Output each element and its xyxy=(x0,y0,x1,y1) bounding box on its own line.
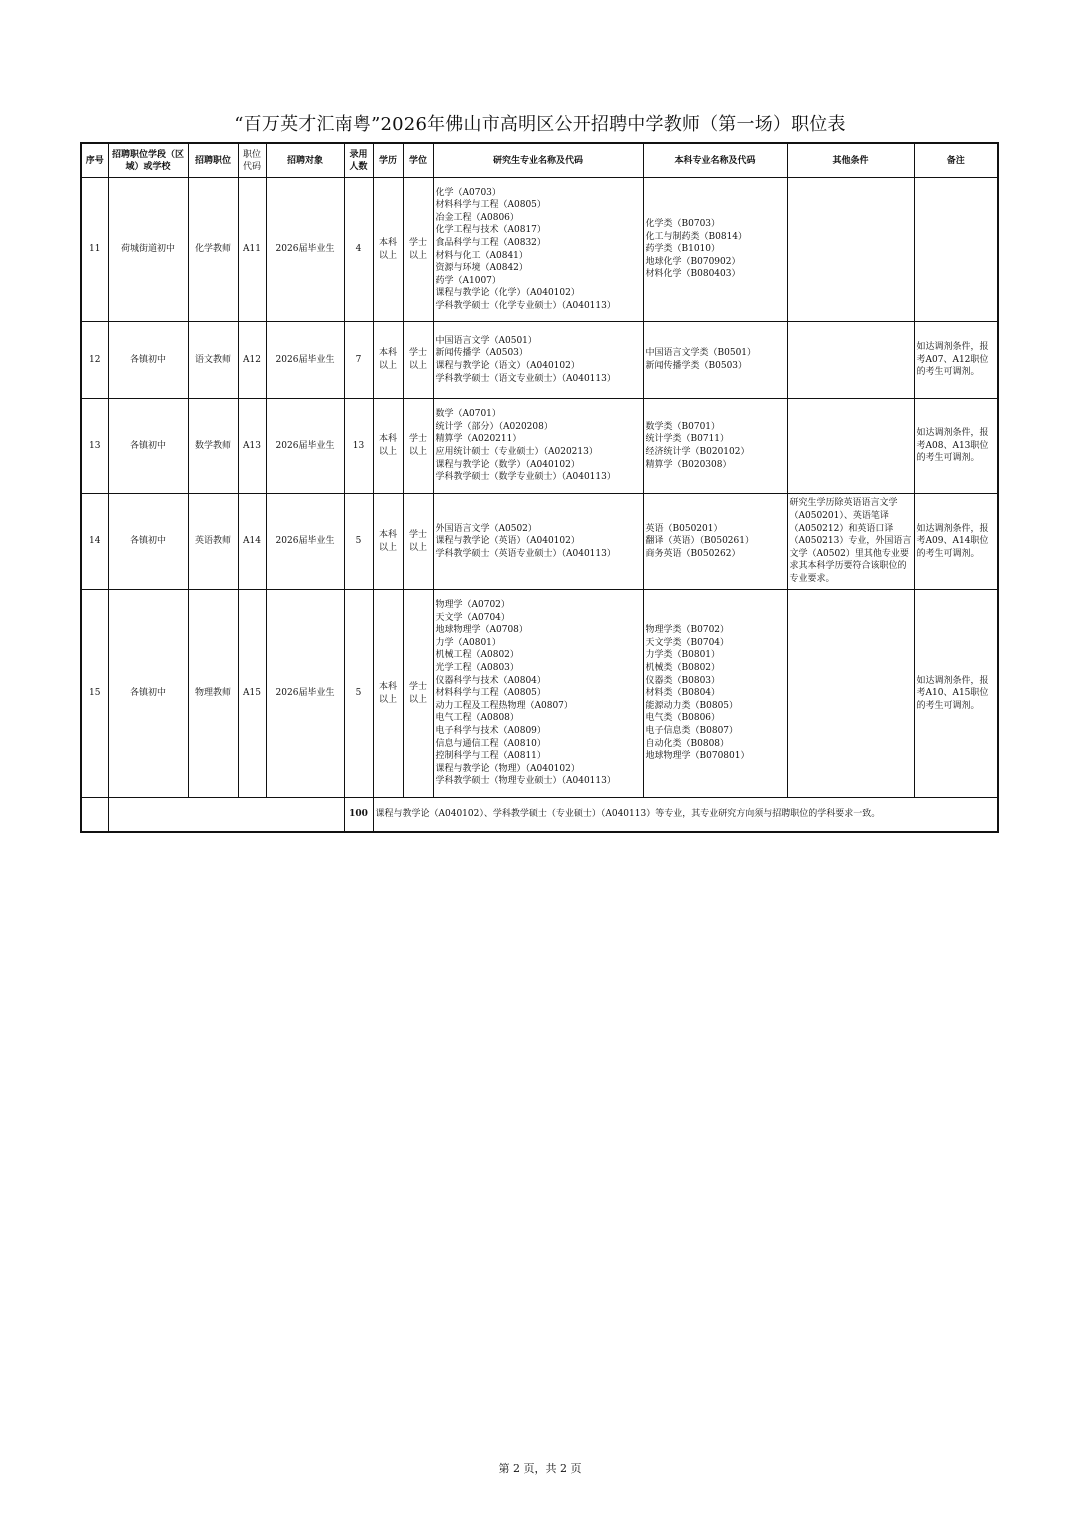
code-cell: A15 xyxy=(238,590,266,798)
major-item: 力学类（B0801） xyxy=(645,650,721,661)
major-item: 天文学类（B0704） xyxy=(645,637,730,648)
ug-majors-cell xyxy=(643,178,787,322)
code-cell: A13 xyxy=(238,399,266,494)
header-target: 招聘对象 xyxy=(266,143,344,178)
major-item: 仪器科学与技术（A0804） xyxy=(435,675,546,686)
ug-majors-cell xyxy=(643,399,787,494)
header-education: 学历 xyxy=(373,143,403,178)
header-unit: 招聘职位学段（区域）或学校 xyxy=(108,143,188,178)
remarks-cell: 如达调剂条件，报考A07、A12职位的考生可调剂。 xyxy=(914,322,998,399)
table-header-row xyxy=(81,143,998,178)
remarks-cell xyxy=(914,178,998,322)
positions-table xyxy=(80,142,999,833)
ug-majors-cell xyxy=(643,494,787,590)
major-item: 课程与教学论（数学）（A040102） xyxy=(435,459,580,470)
major-item: 学科教学硕士（化学专业硕士）（A040113） xyxy=(435,300,616,311)
major-item: 食品科学与工程（A0832） xyxy=(435,237,546,248)
page-title: “百万英才汇南粤”2026年佛山市高明区公开招聘中学教师（第一场）职位表 xyxy=(234,114,846,135)
major-item: 动力工程及工程热物理（A0807） xyxy=(435,700,573,711)
major-item: 英语（B050201） xyxy=(645,523,723,534)
position-cell: 语文教师 xyxy=(188,322,238,399)
summary-row xyxy=(81,798,998,832)
table-row xyxy=(81,322,998,399)
major-item: 课程与教学论（语文）（A040102） xyxy=(435,361,580,371)
grad-majors-cell xyxy=(433,178,643,322)
major-item: 药学类（B1010） xyxy=(645,244,721,255)
major-item: 信息与通信工程（A0810） xyxy=(435,738,546,749)
header-other: 其他条件 xyxy=(787,143,914,178)
major-item: 课程与教学论（英语）（A040102） xyxy=(435,536,580,547)
major-item: 电子信息类（B0807） xyxy=(645,725,739,736)
major-item: 仪器类（B0803） xyxy=(645,675,721,686)
code-cell: A12 xyxy=(238,322,266,399)
remarks-cell: 如达调剂条件，报考A10、A15职位的考生可调剂。 xyxy=(914,590,998,798)
major-item: 化学（A0703） xyxy=(435,187,501,198)
count-cell: 4 xyxy=(344,178,373,322)
seq-cell: 13 xyxy=(81,399,108,494)
position-cell: 物理教师 xyxy=(188,590,238,798)
count-cell: 7 xyxy=(344,322,373,399)
major-item: 电气类（B0806） xyxy=(645,713,721,724)
other-conditions-cell: 研究生学历除英语语言文学（A050201）、英语笔译（A050212）和英语口译（A050213）专业，外国语言文学（A0502）里其他专业要求其本科学历要符合该职位的专业要求。 xyxy=(787,494,914,590)
page-footer: 第 2 页，共 2 页 xyxy=(498,1462,582,1475)
major-item: 数学（A0701） xyxy=(435,409,501,420)
major-item: 统计学（部分）（A020208） xyxy=(435,421,553,432)
target-cell: 2026届毕业生 xyxy=(266,590,344,798)
count-cell: 5 xyxy=(344,590,373,798)
seq-cell: 11 xyxy=(81,178,108,322)
major-item: 电子科学与技术（A0809） xyxy=(435,725,546,736)
other-conditions-cell xyxy=(787,590,914,798)
major-item: 精算学（B020308） xyxy=(645,459,732,470)
code-cell: A14 xyxy=(238,494,266,590)
table-row xyxy=(81,590,998,798)
table-row xyxy=(81,399,998,494)
target-cell: 2026届毕业生 xyxy=(266,494,344,590)
major-item: 物理学类（B0702） xyxy=(645,625,730,636)
major-item: 学科教学硕士（数学专业硕士）（A040113） xyxy=(435,472,616,483)
count-cell: 13 xyxy=(344,399,373,494)
major-item: 材料化学（B080403） xyxy=(645,269,741,280)
major-item: 精算学（A020211） xyxy=(435,434,522,445)
education-cell: 本科以上 xyxy=(373,590,403,798)
major-item: 能源动力类（B0805） xyxy=(645,700,739,711)
major-item: 课程与教学论（化学）（A040102） xyxy=(435,288,580,299)
major-item: 天文学（A0704） xyxy=(435,612,510,623)
degree-cell: 学士以上 xyxy=(403,590,433,798)
position-cell: 化学教师 xyxy=(188,178,238,322)
major-item: 机械类（B0802） xyxy=(645,663,721,674)
major-item: 药学（A1007） xyxy=(435,275,501,286)
target-cell: 2026届毕业生 xyxy=(266,322,344,399)
header-code: 职位代码 xyxy=(238,143,266,178)
header-count: 录用人数 xyxy=(344,143,373,178)
header-seq: 序号 xyxy=(81,143,108,178)
major-item: 材料类（B0804） xyxy=(645,688,721,699)
major-item: 商务英语（B050262） xyxy=(645,548,741,559)
seq-cell: 14 xyxy=(81,494,108,590)
unit-cell: 荷城街道初中 xyxy=(108,178,188,322)
position-cell: 英语教师 xyxy=(188,494,238,590)
major-item: 材料科学与工程（A0805） xyxy=(435,688,546,699)
degree-cell: 学士以上 xyxy=(403,322,433,399)
code-cell: A11 xyxy=(238,178,266,322)
degree-cell: 学士以上 xyxy=(403,399,433,494)
table-row xyxy=(81,178,998,322)
major-item: 光学工程（A0803） xyxy=(435,663,519,674)
summary-blank-cell xyxy=(108,798,344,832)
major-item: 学科教学硕士（英语专业硕士）（A040113） xyxy=(435,548,616,559)
position-cell: 数学教师 xyxy=(188,399,238,494)
header-grad-majors: 研究生专业名称及代码 xyxy=(433,143,643,178)
major-item: 资源与环境（A0842） xyxy=(435,263,528,274)
major-item: 冶金工程（A0806） xyxy=(435,212,519,223)
major-item: 地球化学（B070902） xyxy=(645,256,741,267)
major-item: 电气工程（A0808） xyxy=(435,713,519,724)
header-ug-majors: 本科专业名称及代码 xyxy=(643,143,787,178)
major-item: 学科教学硕士（语文专业硕士）（A040113） xyxy=(435,373,616,384)
seq-cell: 15 xyxy=(81,590,108,798)
target-cell: 2026届毕业生 xyxy=(266,399,344,494)
major-item: 新闻传播学类（B0503） xyxy=(645,361,748,371)
header-degree: 学位 xyxy=(403,143,433,178)
major-item: 外国语言文学（A0502） xyxy=(435,523,537,534)
table-row xyxy=(81,494,998,590)
major-item: 化学工程与技术（A0817） xyxy=(435,225,546,236)
major-item: 材料科学与工程（A0805） xyxy=(435,200,546,211)
header-remarks: 备注 xyxy=(914,143,998,178)
grad-majors-cell xyxy=(433,399,643,494)
remarks-cell: 如达调剂条件，报考A08、A13职位的考生可调剂。 xyxy=(914,399,998,494)
major-item: 中国语言文学（A0501） xyxy=(435,335,537,346)
major-item: 新闻传播学（A0503） xyxy=(435,348,528,359)
major-item: 控制科学与工程（A0811） xyxy=(435,751,546,762)
count-cell: 5 xyxy=(344,494,373,590)
major-item: 化工与制药类（B0814） xyxy=(645,231,748,242)
ug-majors-cell xyxy=(643,322,787,399)
major-item: 材料与化工（A0841） xyxy=(435,250,528,261)
major-item: 经济统计学（B020102） xyxy=(645,447,750,457)
unit-cell: 各镇初中 xyxy=(108,399,188,494)
major-item: 应用统计硕士（专业硕士）（A020213） xyxy=(435,447,598,457)
other-conditions-cell xyxy=(787,178,914,322)
major-item: 力学（A0801） xyxy=(435,637,501,648)
major-item: 翻译（英语）（B050261） xyxy=(645,536,754,547)
unit-cell: 各镇初中 xyxy=(108,494,188,590)
major-item: 地球物理学（B070801） xyxy=(645,751,750,762)
major-item: 中国语言文学类（B0501） xyxy=(645,348,757,359)
grad-majors-cell xyxy=(433,494,643,590)
summary-total: 100 xyxy=(344,798,373,832)
degree-cell: 学士以上 xyxy=(403,178,433,322)
target-cell: 2026届毕业生 xyxy=(266,178,344,322)
grad-majors-cell xyxy=(433,590,643,798)
unit-cell: 各镇初中 xyxy=(108,590,188,798)
remarks-cell: 如达调剂条件，报考A09、A14职位的考生可调剂。 xyxy=(914,494,998,590)
seq-cell: 12 xyxy=(81,322,108,399)
major-item: 数学类（B0701） xyxy=(645,421,721,432)
major-item: 学科教学硕士（物理专业硕士）（A040113） xyxy=(435,776,616,787)
ug-majors-cell xyxy=(643,590,787,798)
summary-seq-cell xyxy=(81,798,108,832)
summary-note: 课程与教学论（A040102）、学科教学硕士（专业硕士）（A040113）等专业，其专业研究方向须与招聘职位的学科要求一致。 xyxy=(373,798,998,832)
major-item: 机械工程（A0802） xyxy=(435,650,519,661)
major-item: 地球物理学（A0708） xyxy=(435,625,528,636)
other-conditions-cell xyxy=(787,399,914,494)
header-position: 招聘职位 xyxy=(188,143,238,178)
education-cell: 本科以上 xyxy=(373,494,403,590)
major-item: 统计学类（B0711） xyxy=(645,434,730,445)
major-item: 课程与教学论（物理）（A040102） xyxy=(435,763,580,774)
education-cell: 本科以上 xyxy=(373,322,403,399)
unit-cell: 各镇初中 xyxy=(108,322,188,399)
major-item: 化学类（B0703） xyxy=(645,219,721,230)
education-cell: 本科以上 xyxy=(373,178,403,322)
other-conditions-cell xyxy=(787,322,914,399)
education-cell: 本科以上 xyxy=(373,399,403,494)
degree-cell: 学士以上 xyxy=(403,494,433,590)
grad-majors-cell xyxy=(433,322,643,399)
major-item: 自动化类（B0808） xyxy=(645,738,730,749)
major-item: 物理学（A0702） xyxy=(435,600,510,611)
